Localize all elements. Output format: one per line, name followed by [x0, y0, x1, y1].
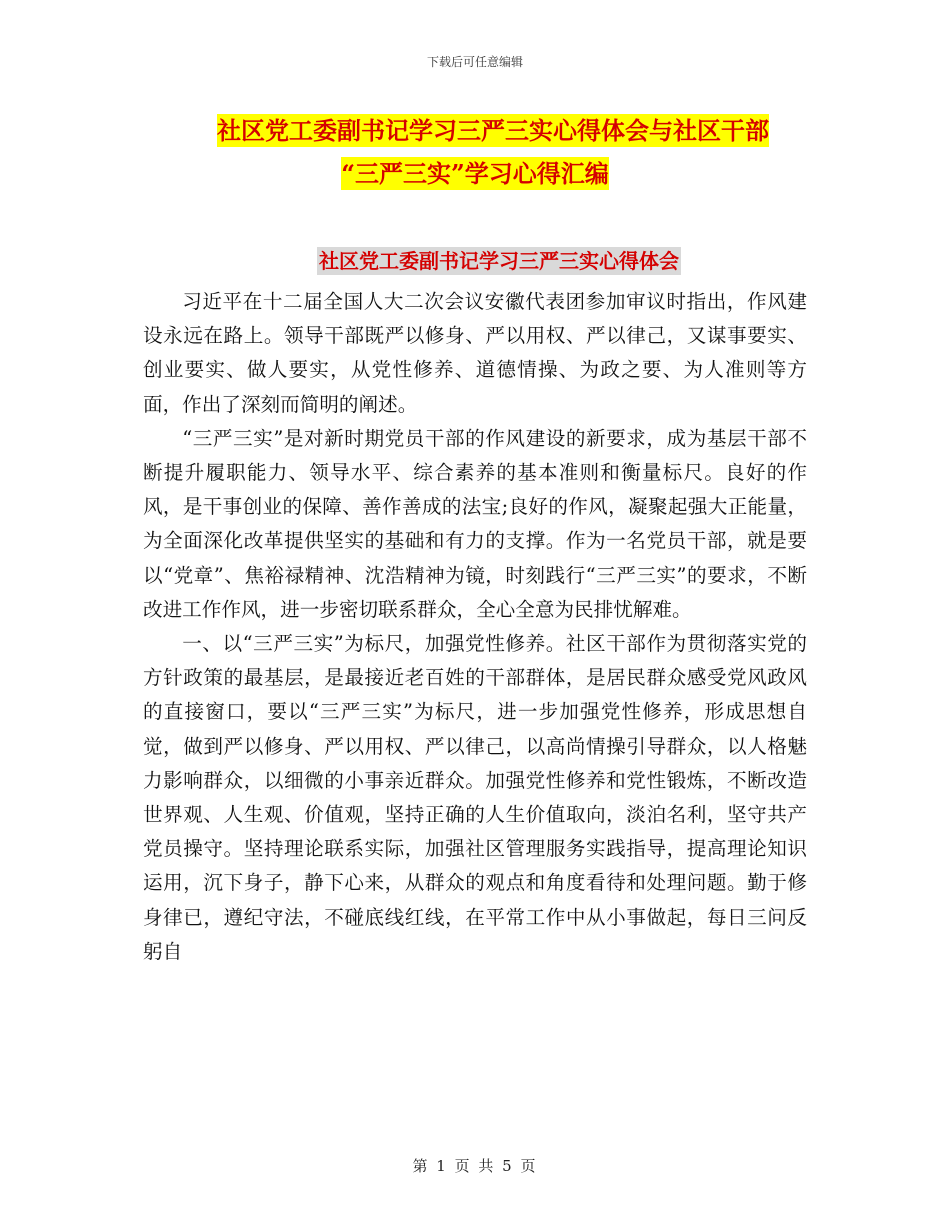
document-title-line-1-text: 社区党工委副书记学习三严三实心得体会与社区干部 — [217, 116, 769, 145]
document-title-line-2-text: “三严三实”学习心得汇编 — [341, 159, 609, 188]
document-body — [143, 285, 807, 969]
page-number-footer: 第 1 页 共 5 页 — [412, 1157, 538, 1175]
paragraph: 习近平在十二届全国人大二次会议安徽代表团参加审议时指出，作风建设永远在路上。领导干部既严以修身、严以用权、严以律己，又谋事要实、创业要实、做人要实，从党性修养、道德情操、为政之要、为人准则等方面，作出了深刻而简明的阐述。 — [143, 290, 807, 416]
paragraph: 一、以“三严三实”为标尺，加强党性修养。社区干部作为贯彻落实党的方针政策的最基层，是最接近老百姓的干部群体，是居民群众感受党风政风的直接窗口，要以“三严三实”为标尺，进一步加强党性修养，形成思想自觉，做到严以修身、严以用权、严以律己，以高尚情操引导群众，以人格魅力影响群众，以细微的小事亲近群众。加强党性修养和党性锻炼，不断改造世界观、人生观、价值观，坚持正确的人生价值取向，淡泊名利，坚守共产党员操守。坚持理论联系实际，加强社区管理服务实践指导，提高理论知识运用，沉下身子，静下心来，从群众的观点和角度看待和处理问题。勤于修身律已，遵纪守法，不碰底线红线，在平常工作中从小事做起，每日三问反躬自 — [143, 632, 807, 963]
header-note: 下载后可任意编辑 — [426, 55, 523, 69]
paragraph: “三严三实”是对新时期党员干部的作风建设的新要求，成为基层干部不断提升履职能力、领导水平、综合素养的基本准则和衡量标尺。良好的作风，是干事创业的保障、善作善成的法宝;良好的作风，凝聚起强大正能量，为全面深化改革提供坚实的基础和有力的支撑。作为一名党员干部，就是要以“党章”、焦裕禄精神、沈浩精神为镜，时刻践行“三严三实”的要求，不断改进工作作风，进一步密切联系群众，全心全意为民排忧解难。 — [143, 426, 807, 621]
document-title-line-2 — [0, 157, 950, 191]
document-title-line-1 — [18, 114, 950, 148]
section-title-text: 社区党工委副书记学习三严三实心得体会 — [319, 249, 679, 273]
section-title — [0, 246, 950, 276]
